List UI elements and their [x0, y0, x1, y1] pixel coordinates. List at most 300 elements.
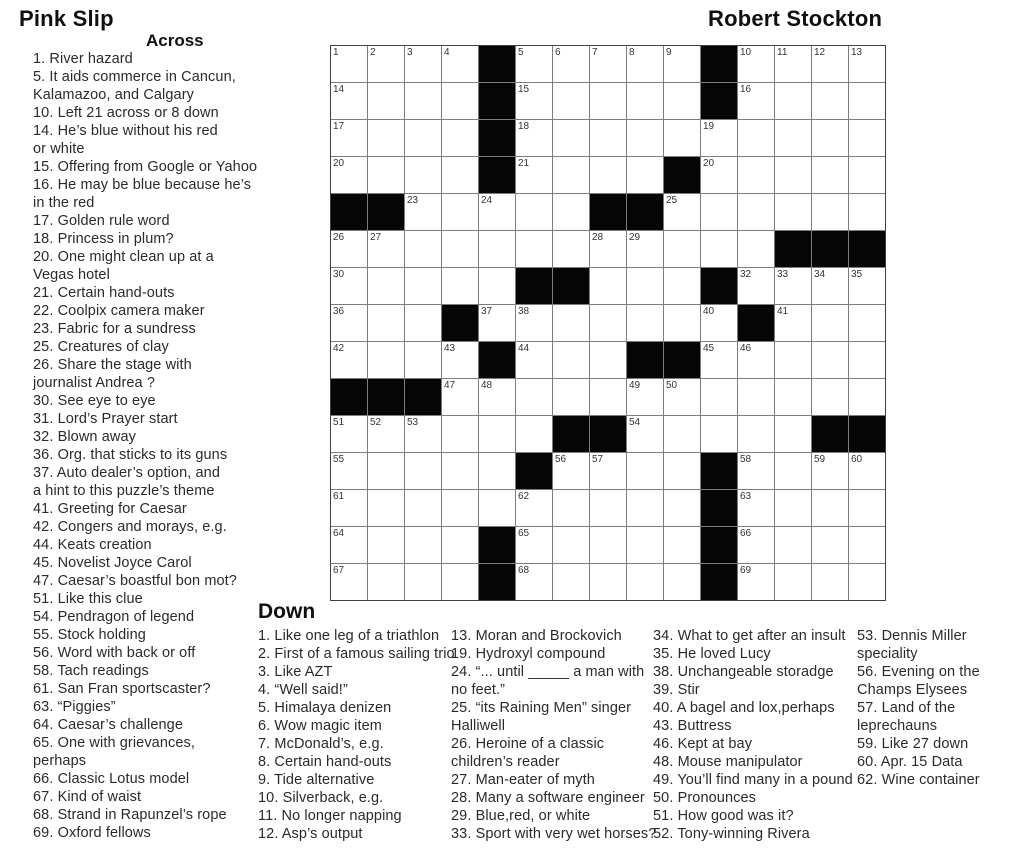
grid-cell[interactable]	[627, 231, 663, 267]
grid-cell[interactable]	[405, 453, 441, 489]
grid-cell[interactable]	[368, 46, 404, 82]
cell-number: 43	[444, 343, 456, 354]
grid-cell[interactable]	[590, 453, 626, 489]
grid-cell[interactable]	[405, 83, 441, 119]
grid-cell[interactable]	[590, 157, 626, 193]
across-clue-line: a hint to this puzzle’s theme	[33, 483, 215, 499]
down-clue-line: 57. Land of the	[857, 700, 956, 716]
grid-cell[interactable]	[590, 342, 626, 378]
across-clue-line: 63. “Piggies”	[33, 699, 116, 715]
grid-cell[interactable]	[442, 342, 478, 378]
grid-cell[interactable]	[479, 231, 515, 267]
cell-number: 49	[629, 380, 641, 391]
across-clue-line: 16. He may be blue because he’s	[33, 177, 252, 193]
down-clue-line: 46. Kept at bay	[653, 736, 753, 752]
grid-cell[interactable]	[701, 120, 737, 156]
cell-number: 24	[481, 195, 493, 206]
grid-cell[interactable]	[775, 564, 811, 600]
across-clue-line: 15. Offering from Google or Yahoo	[33, 159, 258, 175]
grid-cell-black	[479, 83, 515, 119]
grid-cell-black	[701, 453, 737, 489]
grid-cell-black	[479, 157, 515, 193]
grid-cell[interactable]	[812, 342, 848, 378]
grid-cell[interactable]	[701, 231, 737, 267]
cell-number: 42	[333, 343, 345, 354]
grid-cell[interactable]	[775, 416, 811, 452]
down-clue-line: 33. Sport with very wet horses?	[451, 826, 657, 842]
grid-cell[interactable]	[627, 490, 663, 526]
down-clue-line: 12. Asp’s output	[258, 826, 363, 842]
grid-cell[interactable]	[516, 305, 552, 341]
cell-number: 55	[333, 454, 345, 465]
down-clue-line: 13. Moran and Brockovich	[451, 628, 622, 644]
grid-cell[interactable]	[664, 120, 700, 156]
cell-number: 69	[740, 565, 752, 576]
across-clue-line: 54. Pendragon of legend	[33, 609, 195, 625]
cell-number: 20	[333, 158, 345, 169]
grid-cell[interactable]	[442, 564, 478, 600]
grid-cell[interactable]	[812, 453, 848, 489]
grid-cell[interactable]	[590, 527, 626, 563]
grid-cell[interactable]	[664, 453, 700, 489]
grid-cell[interactable]	[331, 83, 367, 119]
grid-cell[interactable]	[812, 268, 848, 304]
cell-number: 14	[333, 84, 345, 95]
grid-cell[interactable]	[331, 305, 367, 341]
cell-number: 64	[333, 528, 345, 539]
across-clue-line: 45. Novelist Joyce Carol	[33, 555, 192, 571]
cell-number: 23	[407, 195, 419, 206]
down-clue-line: 52. Tony-winning Rivera	[653, 826, 810, 842]
grid-cell[interactable]	[701, 379, 737, 415]
cell-number: 13	[851, 47, 863, 58]
grid-cell[interactable]	[664, 527, 700, 563]
down-clue-line: 24. “... until _____ a man with	[451, 664, 645, 680]
grid-cell[interactable]	[331, 416, 367, 452]
grid-cell-black	[479, 342, 515, 378]
grid-cell[interactable]	[516, 46, 552, 82]
grid-cell[interactable]	[553, 564, 589, 600]
grid-cell[interactable]	[590, 490, 626, 526]
grid-cell[interactable]	[368, 157, 404, 193]
grid-cell[interactable]	[701, 416, 737, 452]
down-clue-line: 53. Dennis Miller	[857, 628, 967, 644]
across-clue-line: 14. He’s blue without his red	[33, 123, 218, 139]
grid-cell[interactable]	[775, 268, 811, 304]
grid-cell[interactable]	[775, 46, 811, 82]
grid-cell[interactable]	[738, 120, 774, 156]
grid-cell[interactable]	[627, 46, 663, 82]
grid-cell[interactable]	[701, 194, 737, 230]
grid-cell[interactable]	[590, 46, 626, 82]
grid-cell[interactable]	[553, 120, 589, 156]
across-clue-line: 21. Certain hand-outs	[33, 285, 175, 301]
grid-cell[interactable]	[738, 527, 774, 563]
grid-cell[interactable]	[627, 305, 663, 341]
grid-cell[interactable]	[331, 527, 367, 563]
grid-cell[interactable]	[849, 120, 885, 156]
grid-cell[interactable]	[775, 527, 811, 563]
grid-cell[interactable]	[812, 564, 848, 600]
grid-cell[interactable]	[775, 194, 811, 230]
across-clue-line: 58. Tach readings	[33, 663, 149, 679]
grid-cell[interactable]	[812, 490, 848, 526]
grid-cell[interactable]	[738, 194, 774, 230]
grid-cell[interactable]	[849, 46, 885, 82]
grid-cell[interactable]	[405, 305, 441, 341]
grid-cell[interactable]	[405, 194, 441, 230]
grid-cell[interactable]	[590, 83, 626, 119]
grid-cell[interactable]	[738, 342, 774, 378]
grid-cell[interactable]	[331, 490, 367, 526]
grid-cell[interactable]	[553, 379, 589, 415]
down-clue-line: 11. No longer napping	[258, 808, 402, 824]
cell-number: 17	[333, 121, 345, 132]
grid-cell[interactable]	[331, 46, 367, 82]
grid-cell-black	[701, 564, 737, 600]
down-clue-line: children’s reader	[451, 754, 560, 770]
grid-cell[interactable]	[516, 416, 552, 452]
across-clue-line: 51. Like this clue	[33, 591, 143, 607]
down-clue-line: 43. Buttress	[653, 718, 732, 734]
across-clue-line: 30. See eye to eye	[33, 393, 156, 409]
grid-cell[interactable]	[368, 83, 404, 119]
down-clue-line: 39. Stir	[653, 682, 700, 698]
across-clue-line: 22. Coolpix camera maker	[33, 303, 205, 319]
grid-cell[interactable]	[849, 157, 885, 193]
grid-cell[interactable]	[442, 194, 478, 230]
grid-cell[interactable]	[775, 157, 811, 193]
grid-cell[interactable]	[553, 157, 589, 193]
grid-cell[interactable]	[701, 305, 737, 341]
grid-cell[interactable]	[516, 83, 552, 119]
across-clue-line: 32. Blown away	[33, 429, 136, 445]
grid-cell[interactable]	[479, 379, 515, 415]
across-clue-line: 64. Caesar’s challenge	[33, 717, 183, 733]
cell-number: 58	[740, 454, 752, 465]
grid-cell[interactable]	[516, 157, 552, 193]
grid-cell-black	[701, 83, 737, 119]
grid-cell[interactable]	[405, 490, 441, 526]
grid-cell[interactable]	[405, 231, 441, 267]
cell-number: 45	[703, 343, 715, 354]
grid-cell[interactable]	[849, 379, 885, 415]
down-clue-line: 60. Apr. 15 Data	[857, 754, 963, 770]
across-clue-line: 10. Left 21 across or 8 down	[33, 105, 219, 121]
grid-cell[interactable]	[553, 490, 589, 526]
across-clue-line: 5. It aids commerce in Cancun,	[33, 69, 236, 85]
grid-cell[interactable]	[553, 305, 589, 341]
grid-cell-black	[405, 379, 441, 415]
grid-cell[interactable]	[590, 564, 626, 600]
across-clue-line: perhaps	[33, 753, 87, 769]
grid-cell[interactable]	[553, 527, 589, 563]
grid-cell[interactable]	[812, 120, 848, 156]
cell-number: 48	[481, 380, 493, 391]
grid-cell[interactable]	[627, 157, 663, 193]
grid-cell[interactable]	[738, 157, 774, 193]
grid-cell[interactable]	[368, 120, 404, 156]
grid-cell[interactable]	[368, 305, 404, 341]
cell-number: 1	[333, 47, 339, 58]
cell-number: 37	[481, 306, 493, 317]
grid-cell[interactable]	[701, 342, 737, 378]
grid-cell[interactable]	[331, 120, 367, 156]
grid-cell-black	[479, 564, 515, 600]
grid-cell[interactable]	[812, 46, 848, 82]
across-clue-line: 18. Princess in plum?	[33, 231, 174, 247]
grid-cell[interactable]	[849, 194, 885, 230]
grid-cell[interactable]	[405, 527, 441, 563]
grid-cell[interactable]	[627, 564, 663, 600]
grid-cell-black	[331, 194, 367, 230]
grid-cell[interactable]	[775, 490, 811, 526]
grid-cell[interactable]	[664, 231, 700, 267]
grid-cell[interactable]	[516, 342, 552, 378]
grid-cell[interactable]	[627, 453, 663, 489]
across-clue-line: Vegas hotel	[33, 267, 110, 283]
grid-cell[interactable]	[738, 490, 774, 526]
cell-number: 27	[370, 232, 382, 243]
grid-cell[interactable]	[738, 83, 774, 119]
grid-cell[interactable]	[590, 268, 626, 304]
grid-cell-black	[627, 194, 663, 230]
grid-cell[interactable]	[368, 268, 404, 304]
grid-cell[interactable]	[479, 490, 515, 526]
grid-cell[interactable]	[442, 527, 478, 563]
down-clue-line: 56. Evening on the	[857, 664, 980, 680]
grid-cell[interactable]	[479, 416, 515, 452]
grid-cell-black	[442, 305, 478, 341]
grid-cell[interactable]	[516, 120, 552, 156]
cell-number: 56	[555, 454, 567, 465]
grid-cell[interactable]	[664, 46, 700, 82]
grid-cell[interactable]	[442, 83, 478, 119]
down-clue-line: 2. First of a famous sailing trio	[258, 646, 455, 662]
cell-number: 9	[666, 47, 672, 58]
grid-cell[interactable]	[405, 342, 441, 378]
grid-cell-black	[701, 268, 737, 304]
grid-cell[interactable]	[368, 564, 404, 600]
cell-number: 52	[370, 417, 382, 428]
cell-number: 28	[592, 232, 604, 243]
grid-cell[interactable]	[590, 231, 626, 267]
down-clue-line: 7. McDonald’s, e.g.	[258, 736, 384, 752]
grid-cell[interactable]	[664, 379, 700, 415]
grid-cell[interactable]	[553, 342, 589, 378]
grid-cell[interactable]	[442, 231, 478, 267]
grid-cell[interactable]	[664, 194, 700, 230]
grid-cell[interactable]	[590, 379, 626, 415]
grid-cell[interactable]	[738, 564, 774, 600]
cell-number: 47	[444, 380, 456, 391]
cell-number: 36	[333, 306, 345, 317]
grid-cell[interactable]	[516, 564, 552, 600]
across-clue-line: 44. Keats creation	[33, 537, 152, 553]
grid-cell[interactable]	[405, 416, 441, 452]
down-clue-line: 10. Silverback, e.g.	[258, 790, 384, 806]
grid-cell[interactable]	[442, 416, 478, 452]
grid-cell[interactable]	[849, 268, 885, 304]
grid-cell[interactable]	[516, 527, 552, 563]
grid-cell[interactable]	[331, 231, 367, 267]
grid-cell-black	[516, 453, 552, 489]
cell-number: 15	[518, 84, 530, 95]
grid-cell[interactable]	[516, 379, 552, 415]
cell-number: 57	[592, 454, 604, 465]
grid-cell[interactable]	[442, 120, 478, 156]
down-clue-column-2	[451, 627, 656, 843]
across-clue-line: 1. River hazard	[33, 51, 133, 67]
cell-number: 21	[518, 158, 530, 169]
down-clue-line: no feet.”	[451, 682, 506, 698]
grid-cell[interactable]	[479, 453, 515, 489]
grid-cell[interactable]	[442, 379, 478, 415]
grid-cell-black	[368, 194, 404, 230]
grid-cell-black	[479, 527, 515, 563]
grid-cell[interactable]	[368, 342, 404, 378]
across-clue-line: 56. Word with back or off	[33, 645, 196, 661]
crossword-grid	[330, 45, 886, 601]
grid-cell[interactable]	[405, 268, 441, 304]
grid-cell[interactable]	[812, 194, 848, 230]
cell-number: 40	[703, 306, 715, 317]
grid-cell[interactable]	[405, 120, 441, 156]
grid-cell[interactable]	[516, 194, 552, 230]
grid-cell[interactable]	[368, 416, 404, 452]
grid-cell[interactable]	[812, 379, 848, 415]
grid-cell[interactable]	[442, 268, 478, 304]
cell-number: 7	[592, 47, 598, 58]
grid-cell[interactable]	[738, 46, 774, 82]
grid-cell[interactable]	[664, 416, 700, 452]
down-clue-line: 8. Certain hand-outs	[258, 754, 392, 770]
grid-cell[interactable]	[775, 120, 811, 156]
grid-cell-black	[627, 342, 663, 378]
grid-cell[interactable]	[516, 490, 552, 526]
grid-cell[interactable]	[812, 305, 848, 341]
down-clue-line: 59. Like 27 down	[857, 736, 969, 752]
grid-cell[interactable]	[849, 342, 885, 378]
across-clue-line: 47. Caesar’s boastful bon mot?	[33, 573, 237, 589]
cell-number: 5	[518, 47, 524, 58]
grid-cell[interactable]	[812, 527, 848, 563]
grid-cell[interactable]	[368, 527, 404, 563]
grid-cell[interactable]	[516, 231, 552, 267]
grid-cell[interactable]	[849, 564, 885, 600]
grid-cell[interactable]	[368, 490, 404, 526]
grid-cell[interactable]	[849, 490, 885, 526]
down-clue-line: 4. “Well said!”	[258, 682, 348, 698]
grid-cell[interactable]	[442, 46, 478, 82]
grid-cell[interactable]	[331, 564, 367, 600]
grid-cell[interactable]	[368, 231, 404, 267]
grid-cell[interactable]	[553, 231, 589, 267]
grid-cell[interactable]	[627, 379, 663, 415]
grid-cell[interactable]	[331, 268, 367, 304]
cell-number: 68	[518, 565, 530, 576]
grid-cell[interactable]	[812, 83, 848, 119]
grid-cell[interactable]	[812, 157, 848, 193]
grid-cell[interactable]	[405, 564, 441, 600]
grid-cell[interactable]	[775, 342, 811, 378]
grid-cell[interactable]	[553, 46, 589, 82]
across-clue-line: 42. Congers and morays, e.g.	[33, 519, 227, 535]
grid-cell[interactable]	[553, 453, 589, 489]
grid-cell[interactable]	[627, 416, 663, 452]
grid-cell[interactable]	[405, 46, 441, 82]
down-clue-line: 29. Blue,red, or white	[451, 808, 591, 824]
cell-number: 4	[444, 47, 450, 58]
grid-cell[interactable]	[738, 416, 774, 452]
grid-cell[interactable]	[368, 453, 404, 489]
grid-cell[interactable]	[627, 83, 663, 119]
grid-cell[interactable]	[442, 490, 478, 526]
grid-cell[interactable]	[590, 305, 626, 341]
grid-cell[interactable]	[405, 157, 441, 193]
grid-cell[interactable]	[849, 305, 885, 341]
down-clue-line: 49. You’ll find many in a pound	[653, 772, 853, 788]
grid-cell[interactable]	[331, 157, 367, 193]
grid-cell[interactable]	[738, 231, 774, 267]
grid-cell[interactable]	[553, 194, 589, 230]
grid-cell[interactable]	[738, 379, 774, 415]
grid-cell[interactable]	[442, 453, 478, 489]
grid-cell[interactable]	[664, 305, 700, 341]
grid-cell[interactable]	[479, 268, 515, 304]
cell-number: 10	[740, 47, 752, 58]
grid-cell[interactable]	[553, 83, 589, 119]
grid-cell[interactable]	[442, 157, 478, 193]
grid-cell[interactable]	[849, 453, 885, 489]
grid-cell[interactable]	[627, 120, 663, 156]
grid-cell[interactable]	[590, 120, 626, 156]
grid-cell[interactable]	[738, 268, 774, 304]
grid-cell[interactable]	[701, 157, 737, 193]
grid-cell[interactable]	[627, 268, 663, 304]
cell-number: 11	[777, 47, 788, 58]
down-clue-line: 51. How good was it?	[653, 808, 794, 824]
grid-cell[interactable]	[479, 194, 515, 230]
grid-cell[interactable]	[664, 83, 700, 119]
grid-cell[interactable]	[849, 83, 885, 119]
grid-cell[interactable]	[479, 305, 515, 341]
grid-cell[interactable]	[775, 83, 811, 119]
grid-cell[interactable]	[775, 453, 811, 489]
cell-number: 19	[703, 121, 715, 132]
grid-cell[interactable]	[664, 564, 700, 600]
grid-cell[interactable]	[331, 342, 367, 378]
grid-cell[interactable]	[664, 268, 700, 304]
cell-number: 61	[333, 491, 345, 502]
grid-cell[interactable]	[775, 305, 811, 341]
grid-cell-black	[516, 268, 552, 304]
across-clue-line: 41. Greeting for Caesar	[33, 501, 187, 517]
across-clue-line: 61. San Fran sportscaster?	[33, 681, 211, 697]
grid-cell-black	[849, 416, 885, 452]
grid-cell[interactable]	[331, 453, 367, 489]
grid-cell[interactable]	[627, 527, 663, 563]
grid-cell[interactable]	[849, 527, 885, 563]
grid-cell[interactable]	[775, 379, 811, 415]
cell-number: 65	[518, 528, 530, 539]
across-clue-line: 65. One with grievances,	[33, 735, 195, 751]
grid-cell[interactable]	[738, 453, 774, 489]
across-clue-line: 55. Stock holding	[33, 627, 146, 643]
down-clue-line: 48. Mouse manipulator	[653, 754, 803, 770]
grid-cell[interactable]	[664, 490, 700, 526]
cell-number: 63	[740, 491, 752, 502]
